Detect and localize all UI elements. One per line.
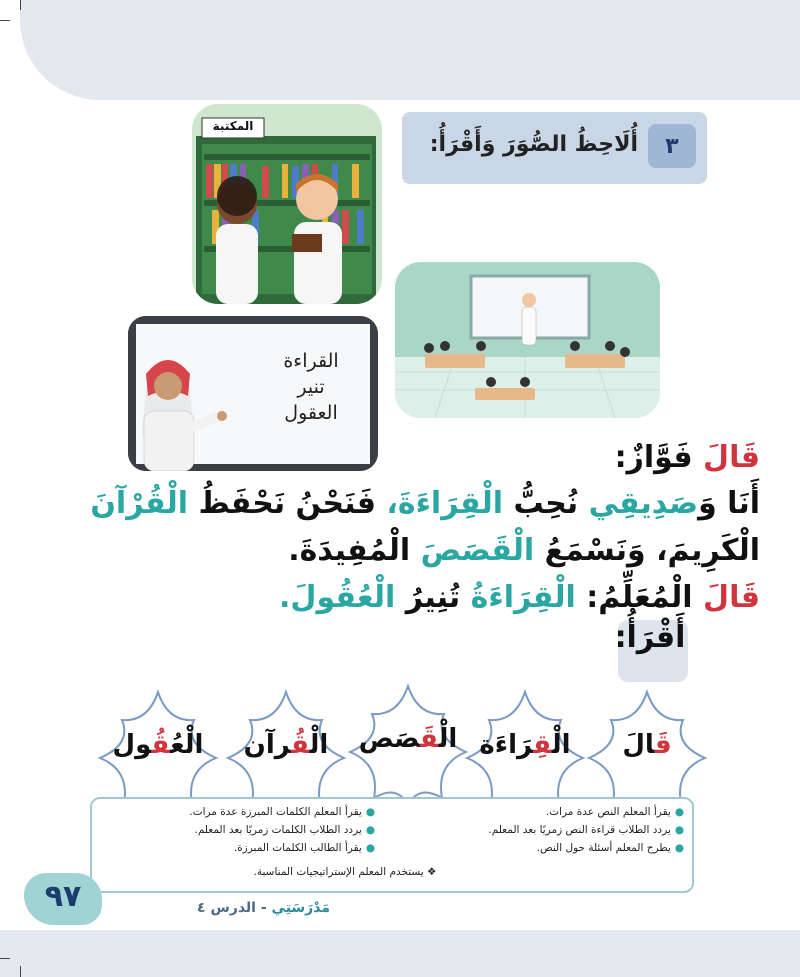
note-item — [189, 824, 375, 836]
highlight-word: الْقِرَاءَةَ، — [386, 486, 504, 521]
word-letter-highlight: قِ — [533, 730, 552, 760]
word-letter-highlight: قُ — [151, 730, 171, 760]
footer-lesson — [150, 900, 330, 916]
text-segment: فَنَحْنُ نَحْفَظُ — [188, 486, 387, 521]
note-text: يقرأ المعلم الكلمات المبرزة عدة مرات. — [189, 806, 362, 818]
star-word — [577, 730, 717, 760]
word-part: ول — [112, 730, 152, 760]
notes-right-column — [488, 806, 684, 860]
note-text: يقرأ المعلم النص عدة مرات. — [545, 806, 671, 818]
word-star — [338, 680, 478, 810]
text-segment: الْمُعَلِّمُ: — [575, 580, 704, 615]
text-segment: نُحِبُّ — [503, 486, 589, 521]
passage-line-1 — [615, 440, 760, 475]
highlight-word: صَدِيقِي — [588, 486, 699, 521]
speaker-name: فَوَّازٌ: — [614, 440, 693, 475]
notes-left-column — [189, 806, 375, 860]
classroom-illustration — [395, 262, 660, 418]
star-word — [216, 730, 356, 760]
highlight-word: الْقُرْآنَ — [90, 486, 189, 521]
bullet-icon: ● — [674, 824, 684, 836]
board-text — [266, 348, 356, 426]
footer-lesson-label: - الدرس ٤ — [197, 900, 272, 916]
note-item — [189, 806, 375, 818]
teacher-board-illustration — [128, 316, 378, 471]
star-word — [88, 730, 228, 760]
exercise-number-badge: ٣ — [648, 124, 696, 168]
board-line-2: تنير — [297, 376, 325, 398]
read-label: أَقْرَأُ: — [614, 620, 686, 655]
board-line-1: القراءة — [283, 350, 339, 372]
crop-mark — [0, 20, 10, 21]
passage-line-4 — [279, 580, 760, 615]
note-item — [488, 806, 684, 818]
crop-mark — [20, 966, 21, 977]
crop-mark — [20, 0, 21, 10]
crop-mark — [0, 958, 10, 959]
word-letter-highlight: قُ — [290, 730, 310, 760]
star-word — [338, 724, 478, 754]
passage-line-3 — [288, 533, 760, 568]
bullet-icon: ● — [365, 824, 375, 836]
footer-brand: مَدْرَسَتِي — [271, 900, 330, 916]
library-sign: المكتبة — [212, 119, 254, 133]
word-part: رآن — [243, 730, 291, 760]
text-segment: الْمُفِيدَةَ. — [288, 533, 421, 568]
text-segment: تُنِيرُ — [395, 580, 471, 615]
word-part: صَص — [358, 724, 420, 754]
text-segment: أَنَا وَ — [698, 486, 760, 521]
top-header-band — [20, 0, 800, 100]
note-text: يردد الطلاب قراءة النص زمريًا بعد المعلم. — [488, 824, 671, 836]
passage-line-2 — [90, 486, 760, 521]
highlight-word: قَالَ — [703, 580, 760, 615]
word-part: الْعُ — [170, 730, 204, 760]
word-part: الْ — [438, 724, 458, 754]
word-part: الْ — [551, 730, 571, 760]
word-part: الَ — [622, 730, 655, 760]
note-item — [189, 842, 375, 854]
word-part: الْ — [309, 730, 329, 760]
word-letter-highlight: قَ — [654, 730, 672, 760]
bullet-icon: ● — [674, 842, 684, 854]
note-text: يردد الطلاب الكلمات زمريًا بعد المعلم. — [194, 824, 362, 836]
bullet-icon: ● — [365, 842, 375, 854]
text-segment: الْكَرِيمَ، وَنَسْمَعُ — [534, 533, 760, 568]
speaker-said: قَالَ — [703, 440, 760, 475]
exercise-instruction: أُلَاحِظُ الصُّوَرَ وَأَقْرَأُ: — [429, 132, 638, 157]
library-scene-graphic — [192, 104, 382, 304]
highlight-word: الْقِرَاءَةُ — [470, 580, 576, 615]
library-illustration — [192, 104, 382, 304]
note-item — [488, 842, 684, 854]
bullet-icon: ● — [365, 806, 375, 818]
board-line-3: العقول — [284, 402, 338, 424]
note-text: يطرح المعلم أسئلة حول النص. — [536, 842, 671, 854]
bottom-footer-band — [0, 930, 800, 977]
highlight-word: الْقَصَصَ — [420, 533, 535, 568]
bullet-icon: ● — [674, 806, 684, 818]
classroom-scene-graphic — [395, 262, 660, 418]
note-item — [488, 824, 684, 836]
page-number: ٩٧ — [44, 879, 82, 914]
highlight-word: الْعُقُولَ. — [279, 580, 396, 615]
notes-strategy: ❖ يستخدم المعلم الإستراتيجيات المناسبة. — [253, 866, 437, 878]
note-text: يقرأ الطالب الكلمات المبرزة. — [233, 842, 362, 854]
word-letter-highlight: قَ — [419, 724, 439, 754]
word-part: رَاءَة — [479, 730, 534, 760]
